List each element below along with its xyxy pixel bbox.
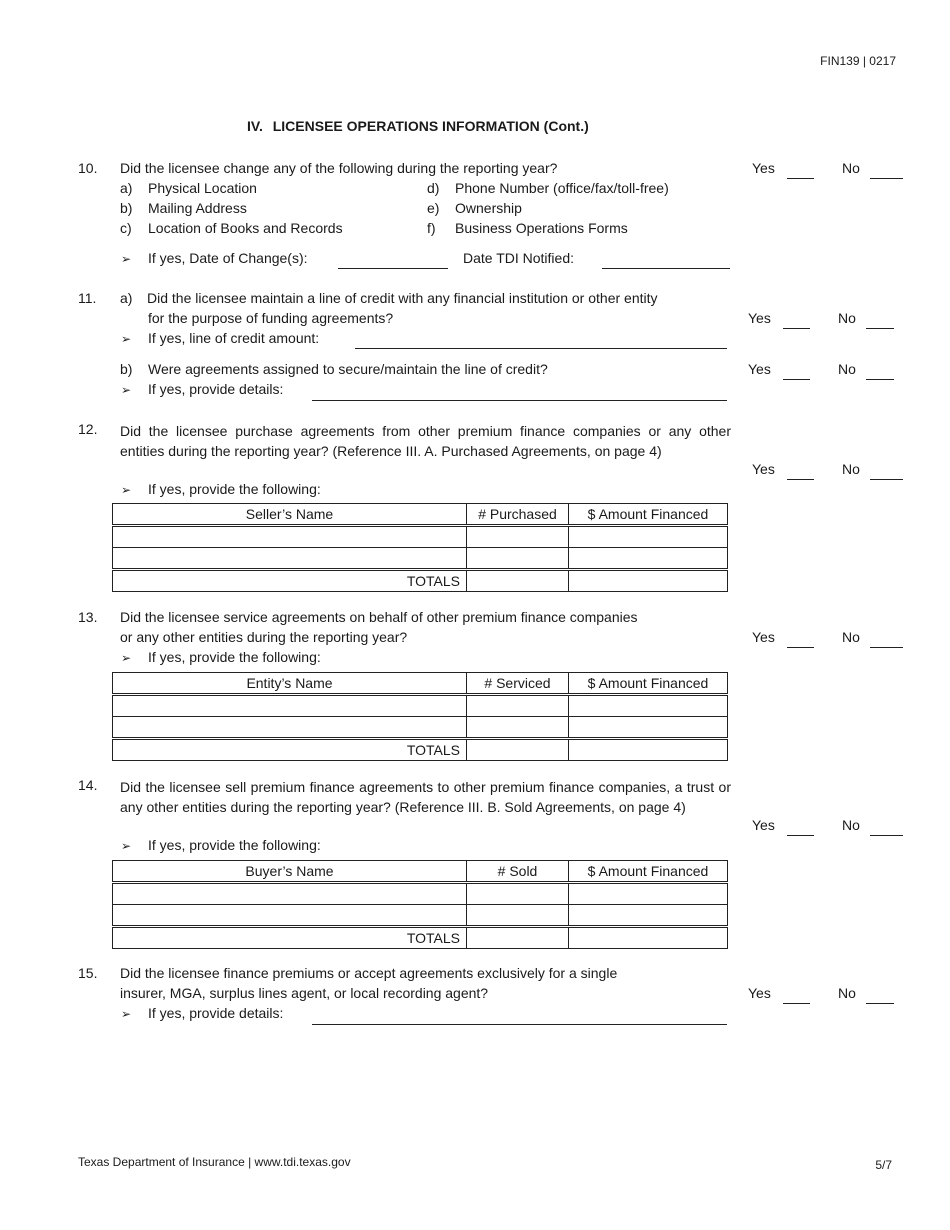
q13-text-line2: or any other entities during the reporting year? bbox=[120, 629, 408, 645]
q10-option-f bbox=[427, 220, 628, 236]
option-key: c) bbox=[120, 220, 132, 236]
table-cell-input[interactable] bbox=[113, 883, 467, 905]
table-cell-input[interactable] bbox=[569, 526, 728, 548]
q14-yes-field[interactable] bbox=[787, 835, 814, 836]
no-label: No bbox=[842, 817, 860, 833]
q11a-text-line2: for the purpose of funding agreements? bbox=[148, 310, 394, 326]
sold-agreements-table bbox=[112, 860, 728, 949]
table-row bbox=[113, 905, 728, 927]
purchased-agreements-table bbox=[112, 503, 728, 592]
table-row bbox=[113, 883, 728, 905]
option-label: Ownership bbox=[455, 200, 522, 216]
section-roman: IV. bbox=[247, 118, 263, 134]
yes-label: Yes bbox=[752, 817, 775, 833]
section-title: LICENSEE OPERATIONS INFORMATION (Cont.) bbox=[272, 118, 589, 134]
table-cell-input[interactable] bbox=[467, 548, 569, 570]
no-label: No bbox=[838, 985, 856, 1001]
footer-org: Texas Department of Insurance | www.tdi.texas.gov bbox=[78, 1155, 351, 1169]
q13-text-line1: Did the licensee service agreements on behalf of other premium finance companies bbox=[120, 609, 638, 625]
option-key: f) bbox=[427, 220, 436, 236]
q10-date-change-label: If yes, Date of Change(s): bbox=[148, 250, 308, 266]
table-cell-input[interactable] bbox=[467, 570, 569, 592]
q11b-details-field[interactable] bbox=[312, 400, 727, 401]
line-of-credit-amount-field[interactable] bbox=[355, 348, 727, 349]
q15-no-field[interactable] bbox=[866, 1003, 894, 1004]
q11a-no-field[interactable] bbox=[866, 328, 894, 329]
option-key: b) bbox=[120, 200, 133, 216]
table-row bbox=[113, 717, 728, 739]
bullet-arrow-icon: ➢ bbox=[121, 252, 132, 266]
table-cell-input[interactable] bbox=[569, 905, 728, 927]
q15-text-line2: insurer, MGA, surplus lines agent, or local recording agent? bbox=[120, 985, 489, 1001]
q11a-followup-label: If yes, line of credit amount: bbox=[148, 330, 320, 346]
serviced-agreements-table bbox=[112, 672, 728, 761]
column-header-buyer-name: Buyer’s Name bbox=[113, 861, 467, 883]
option-key: d) bbox=[427, 180, 440, 196]
bullet-arrow-icon: ➢ bbox=[121, 651, 132, 665]
q10-yes-field[interactable] bbox=[787, 178, 814, 179]
q12-followup-label: If yes, provide the following: bbox=[148, 481, 321, 497]
date-of-change-field[interactable] bbox=[338, 268, 448, 269]
table-cell-input[interactable] bbox=[467, 526, 569, 548]
no-label: No bbox=[842, 461, 860, 477]
table-cell-input[interactable] bbox=[569, 883, 728, 905]
table-cell-input[interactable] bbox=[569, 717, 728, 739]
bullet-arrow-icon: ➢ bbox=[121, 332, 132, 346]
q11b-followup-label: If yes, provide details: bbox=[148, 381, 284, 397]
question-number: 10. bbox=[78, 160, 98, 176]
yes-label: Yes bbox=[748, 361, 771, 377]
table-cell-input[interactable] bbox=[467, 739, 569, 761]
option-label: Mailing Address bbox=[148, 200, 247, 216]
q11b-text: Were agreements assigned to secure/maintain the line of credit? bbox=[148, 361, 548, 377]
q11a-text-line1: Did the licensee maintain a line of credit with any financial institution or other entity bbox=[147, 290, 658, 306]
table-cell-input[interactable] bbox=[569, 695, 728, 717]
totals-label: TOTALS bbox=[113, 739, 467, 761]
table-cell-input[interactable] bbox=[467, 695, 569, 717]
q10-option-c bbox=[120, 220, 343, 236]
totals-row bbox=[113, 570, 728, 592]
column-header-amount-financed: $ Amount Financed bbox=[569, 673, 728, 695]
q10-option-b bbox=[120, 200, 247, 216]
yes-label: Yes bbox=[752, 629, 775, 645]
yes-label: Yes bbox=[752, 461, 775, 477]
q13-yes-field[interactable] bbox=[787, 647, 814, 648]
table-cell-input[interactable] bbox=[113, 526, 467, 548]
q12-no-field[interactable] bbox=[870, 479, 903, 480]
q12-text: Did the licensee purchase agreements from other premium finance companies or any other entities during the reporting year? (Reference III. A. Purchased Agreements, on page 4) bbox=[120, 423, 731, 459]
q13-followup-label: If yes, provide the following: bbox=[148, 649, 321, 665]
column-header-serviced: # Serviced bbox=[467, 673, 569, 695]
date-tdi-notified-field[interactable] bbox=[602, 268, 730, 269]
table-row bbox=[113, 695, 728, 717]
table-cell-input[interactable] bbox=[113, 905, 467, 927]
bullet-arrow-icon: ➢ bbox=[121, 383, 132, 397]
column-header-entity-name: Entity’s Name bbox=[113, 673, 467, 695]
totals-row bbox=[113, 739, 728, 761]
q11a-yes-field[interactable] bbox=[783, 328, 810, 329]
no-label: No bbox=[842, 629, 860, 645]
table-cell-input[interactable] bbox=[467, 883, 569, 905]
question-number: 12. bbox=[78, 421, 98, 437]
question-number: 11. bbox=[78, 290, 97, 306]
q15-text-line1: Did the licensee finance premiums or accept agreements exclusively for a single bbox=[120, 965, 618, 981]
q14-no-field[interactable] bbox=[870, 835, 903, 836]
form-code: FIN139 | 0217 bbox=[820, 54, 896, 68]
yes-label: Yes bbox=[748, 985, 771, 1001]
totals-label: TOTALS bbox=[113, 927, 467, 949]
column-header-seller-name: Seller’s Name bbox=[113, 504, 467, 526]
bullet-arrow-icon: ➢ bbox=[121, 839, 132, 853]
table-cell-input[interactable] bbox=[569, 739, 728, 761]
no-label: No bbox=[838, 310, 856, 326]
q11b-yes-field[interactable] bbox=[783, 379, 810, 380]
column-header-purchased: # Purchased bbox=[467, 504, 569, 526]
table-cell-input[interactable] bbox=[467, 927, 569, 949]
table-cell-input[interactable] bbox=[569, 570, 728, 592]
q11b-key: b) bbox=[120, 361, 133, 377]
totals-row bbox=[113, 927, 728, 949]
no-label: No bbox=[838, 361, 856, 377]
q12-yes-field[interactable] bbox=[787, 479, 814, 480]
q11a-key: a) bbox=[120, 290, 133, 306]
q10-option-e bbox=[427, 200, 522, 216]
q14-followup-label: If yes, provide the following: bbox=[148, 837, 321, 853]
table-cell-input[interactable] bbox=[113, 695, 467, 717]
q11b-no-field[interactable] bbox=[866, 379, 894, 380]
table-header-row bbox=[113, 861, 728, 883]
column-header-sold: # Sold bbox=[467, 861, 569, 883]
q10-option-d bbox=[427, 180, 669, 196]
bullet-arrow-icon: ➢ bbox=[121, 1007, 132, 1021]
table-cell-input[interactable] bbox=[569, 548, 728, 570]
q15-details-field[interactable] bbox=[312, 1024, 727, 1025]
bullet-arrow-icon: ➢ bbox=[121, 483, 132, 497]
option-key: a) bbox=[120, 180, 133, 196]
option-label: Business Operations Forms bbox=[455, 220, 628, 236]
page-number: 5/7 bbox=[875, 1158, 892, 1172]
option-label: Physical Location bbox=[148, 180, 257, 196]
yes-label: Yes bbox=[748, 310, 771, 326]
column-header-amount-financed: $ Amount Financed bbox=[569, 861, 728, 883]
table-cell-input[interactable] bbox=[569, 927, 728, 949]
table-cell-input[interactable] bbox=[467, 717, 569, 739]
q10-text: Did the licensee change any of the following during the reporting year? bbox=[120, 160, 558, 176]
totals-label: TOTALS bbox=[113, 570, 467, 592]
q15-yes-field[interactable] bbox=[783, 1003, 810, 1004]
table-row bbox=[113, 526, 728, 548]
table-cell-input[interactable] bbox=[113, 548, 467, 570]
table-row bbox=[113, 548, 728, 570]
q14-text: Did the licensee sell premium finance agreements to other premium finance companies, a trust or any other entities during the reporting year? (Reference III. B. Sold Agreements, on page 4) bbox=[120, 779, 731, 815]
question-number: 15. bbox=[78, 965, 98, 981]
table-cell-input[interactable] bbox=[113, 717, 467, 739]
q13-no-field[interactable] bbox=[870, 647, 903, 648]
question-number: 13. bbox=[78, 609, 98, 625]
table-cell-input[interactable] bbox=[467, 905, 569, 927]
option-label: Phone Number (office/fax/toll-free) bbox=[455, 180, 669, 196]
section-heading bbox=[247, 118, 589, 134]
q10-option-a bbox=[120, 180, 257, 196]
option-key: e) bbox=[427, 200, 440, 216]
question-number: 14. bbox=[78, 777, 98, 793]
q10-no-field[interactable] bbox=[870, 178, 903, 179]
no-label: No bbox=[842, 160, 860, 176]
column-header-amount-financed: $ Amount Financed bbox=[569, 504, 728, 526]
table-header-row bbox=[113, 504, 728, 526]
table-header-row bbox=[113, 673, 728, 695]
option-label: Location of Books and Records bbox=[148, 220, 343, 236]
q15-followup-label: If yes, provide details: bbox=[148, 1005, 284, 1021]
yes-label: Yes bbox=[752, 160, 775, 176]
q10-date-notified-label: Date TDI Notified: bbox=[463, 250, 575, 266]
